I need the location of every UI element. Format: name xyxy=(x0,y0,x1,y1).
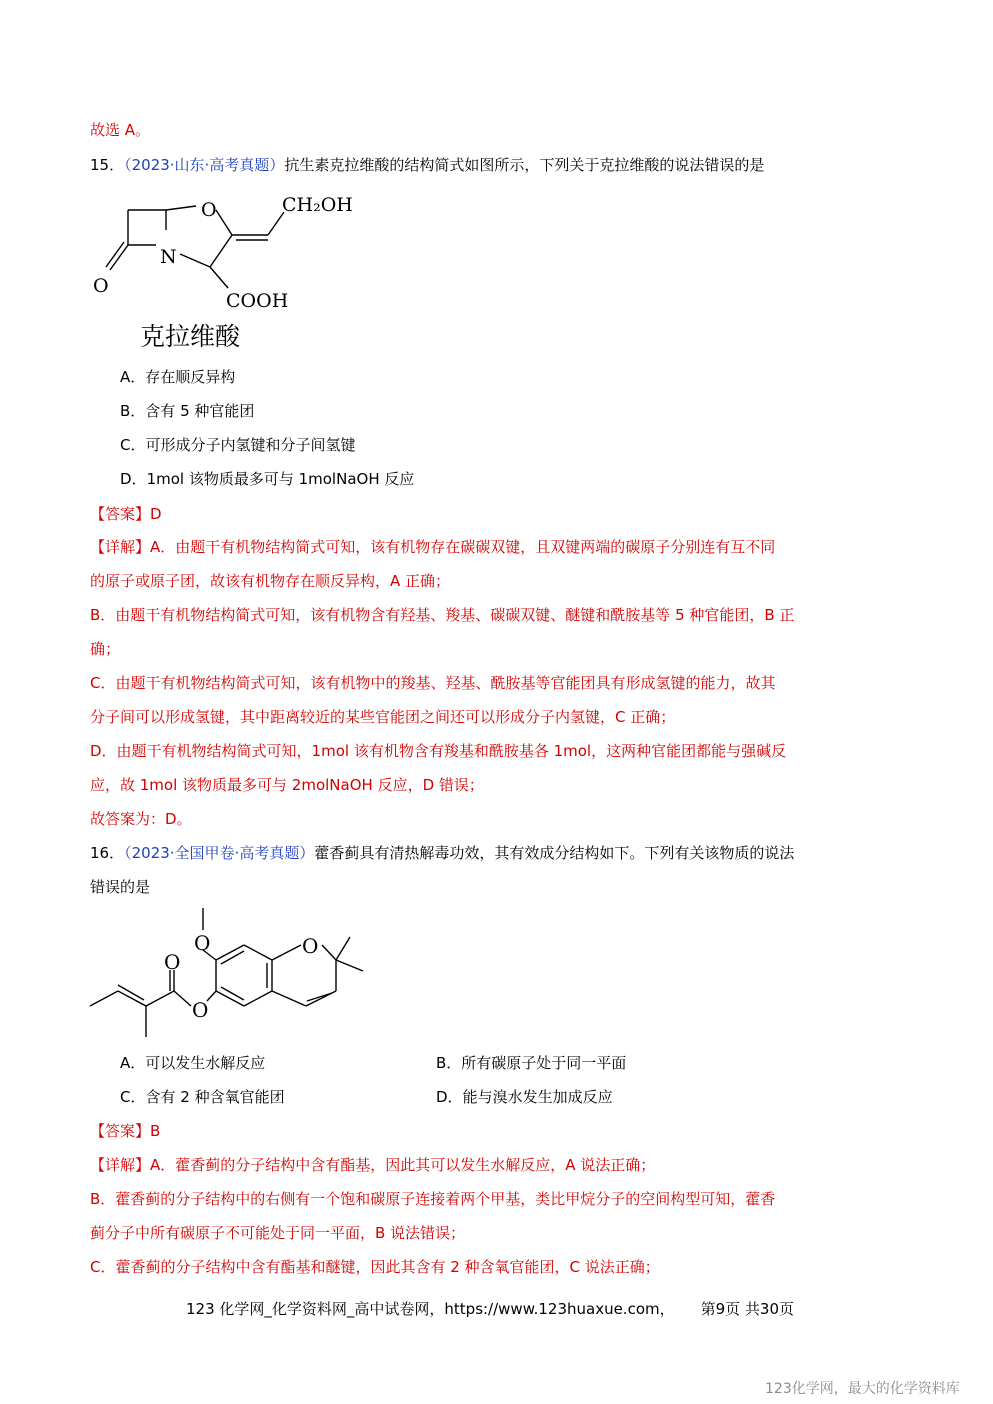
q16-explain-line: B．藿香蓟的分子结构中的右侧有一个饱和碳原子连接着两个甲基，类比甲烷分子的空间构型可知，藿香 xyxy=(90,1190,776,1208)
q16-explain-line: 【详解】A．藿香蓟的分子结构中含有酯基，因此其可以发生水解反应，A 说法正确； xyxy=(90,1156,656,1174)
q15-question-text: 抗生素克拉维酸的结构简式如图所示，下列关于克拉维酸的说法错误的是 xyxy=(284,156,765,174)
previous-answer-conclusion: 故选 A。 xyxy=(90,121,151,139)
ageratochromene-structure xyxy=(88,905,378,1040)
footer-site: 123 化学网_化学资料网_高中试卷网，https://www.123huaxue.com， xyxy=(186,1300,675,1318)
atom-o-carbonyl: O xyxy=(164,950,181,974)
group-ch2oh: CH₂OH xyxy=(282,194,353,216)
watermark: 123化学网，最大的化学资料库 xyxy=(765,1381,960,1397)
footer-page-number: 第9页 共30页 xyxy=(700,1300,795,1318)
q16-number: 16． xyxy=(90,844,125,862)
q15-stem xyxy=(90,154,764,176)
q15-explain-line: 应，故 1mol 该物质最多可与 2molNaOH 反应，D 错误； xyxy=(90,776,484,794)
q15-number: 15． xyxy=(90,156,125,174)
q15-final-answer: 故答案为：D。 xyxy=(90,810,192,828)
clavulanic-acid-structure xyxy=(88,188,388,358)
q15-explain-line: 分子间可以形成氢键，其中距离较近的某些官能团之间还可以形成分子内氢键，C 正确； xyxy=(90,708,676,726)
atom-o-methoxy: O xyxy=(194,931,211,955)
q16-option-b: B．所有碳原子处于同一平面 xyxy=(436,1054,627,1072)
q15-explain-line: D．由题干有机物结构简式可知，1mol 该有机物含有羧基和酰胺基各 1mol，这两种官能团都能与强碱反 xyxy=(90,742,787,760)
q15-explain-line: 的原子或原子团，故该有机物存在顺反异构，A 正确； xyxy=(90,572,451,590)
page-footer xyxy=(186,1298,794,1319)
q16-option-c: C．含有 2 种含氧官能团 xyxy=(120,1088,285,1106)
q15-option-c: C．可形成分子内氢键和分子间氢键 xyxy=(120,436,356,454)
q15-source: （2023·山东·高考真题） xyxy=(124,156,285,174)
q15-explain-line: 【详解】A．由题干有机物结构简式可知，该有机物存在碳碳双键，且双键两端的碳原子分别连有互不同 xyxy=(90,538,776,556)
group-cooh: COOH xyxy=(226,290,289,312)
q15-option-a: A．存在顺反异构 xyxy=(120,368,236,386)
q16-stem-line2: 错误的是 xyxy=(90,878,151,896)
q16-option-a: A．可以发生水解反应 xyxy=(120,1054,266,1072)
q15-answer: 【答案】D xyxy=(90,505,162,523)
q16-explain-line: C．藿香蓟的分子结构中含有酯基和醚键，因此其含有 2 种含氧官能团，C 说法正确； xyxy=(90,1258,660,1276)
q16-option-d: D．能与溴水发生加成反应 xyxy=(436,1088,613,1106)
q16-explain-line: 蓟分子中所有碳原子不可能处于同一平面，B 说法错误； xyxy=(90,1224,466,1242)
atom-o-carbonyl: O xyxy=(93,275,109,297)
atom-o-ester: O xyxy=(192,998,209,1022)
atom-o-ring: O xyxy=(302,934,319,958)
q15-explain-line: 确； xyxy=(90,640,121,658)
q16-source: （2023·全国甲卷·高考真题） xyxy=(124,844,315,862)
q16-stem xyxy=(90,842,794,864)
atom-n: N xyxy=(160,246,177,268)
atom-o-ring: O xyxy=(201,199,217,221)
q15-option-d: D．1mol 该物质最多可与 1molNaOH 反应 xyxy=(120,470,415,488)
q15-explain-line: B．由题干有机物结构简式可知，该有机物含有羟基、羧基、碳碳双键、醚键和酰胺基等 5 种官能团，B 正 xyxy=(90,606,795,624)
q16-answer: 【答案】B xyxy=(90,1122,161,1140)
q15-explain-line: C．由题干有机物结构简式可知，该有机物中的羧基、羟基、酰胺基等官能团具有形成氢键的能力，故其 xyxy=(90,674,776,692)
q15-option-b: B．含有 5 种官能团 xyxy=(120,402,255,420)
structure-caption: 克拉维酸 xyxy=(140,322,241,351)
q16-question-text: 藿香蓟具有清热解毒功效，其有效成分结构如下。下列有关该物质的说法 xyxy=(314,844,795,862)
